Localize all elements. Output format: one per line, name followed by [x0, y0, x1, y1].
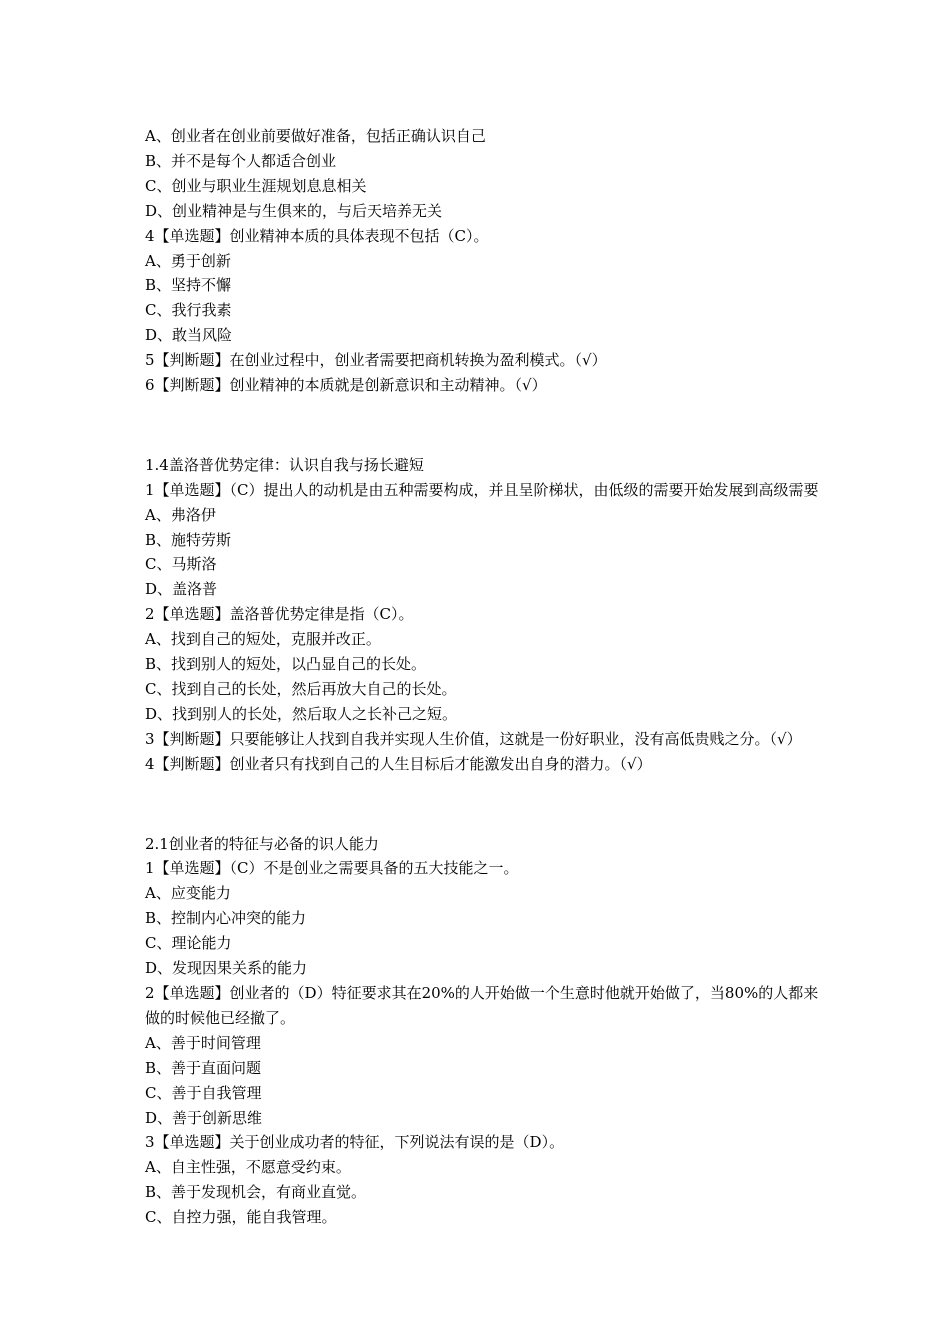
text-line: 1【单选题】（C）提出人的动机是由五种需要构成，并且呈阶梯状，由低级的需要开始发展到高级需要 — [145, 480, 819, 499]
text-line: C、自控力强，能自我管理。 — [145, 1208, 337, 1227]
text-line: 2.1创业者的特征与必备的识人能力 — [145, 834, 379, 853]
text-line: 1【单选题】（C）不是创业之需要具备的五大技能之一。 — [145, 859, 519, 878]
text-line: 3【判断题】只要能够让人找到自我并实现人生价值，这就是一份好职业，没有高低贵贱之分。（√） — [145, 729, 802, 748]
text-line: B、并不是每个人都适合创业 — [145, 151, 337, 170]
text-line: A、应变能力 — [145, 884, 231, 903]
text-line: D、找到别人的长处，然后取人之长补己之短。 — [145, 704, 458, 723]
text-line: A、弗洛伊 — [145, 505, 216, 524]
text-line: C、我行我素 — [145, 301, 232, 320]
text-line: 5【判断题】在创业过程中，创业者需要把商机转换为盈利模式。（√） — [145, 351, 607, 370]
text-line: A、找到自己的短处，克服并改正。 — [145, 630, 381, 649]
text-line: C、马斯洛 — [145, 555, 217, 574]
text-line: 2【单选题】盖洛普优势定律是指（C）。 — [145, 605, 414, 624]
blank-line — [145, 792, 825, 817]
blank-line — [145, 413, 825, 438]
text-line: B、找到别人的短处，以凸显自己的长处。 — [145, 655, 427, 674]
text-line: 4【判断题】创业者只有找到自己的人生目标后才能激发出自身的潜力。（√） — [145, 754, 652, 773]
text-line: B、控制内心冲突的能力 — [145, 909, 307, 928]
text-line: 2【单选题】创业者的（D）特征要求其在20%的人开始做一个生意时他就开始做了，当80%的人都来做的时候他已经撤了。 — [145, 983, 819, 1027]
text-line: A、创业者在创业前要做好准备，包括正确认识自己 — [145, 127, 486, 145]
text-line: B、善于发现机会，有商业直觉。 — [145, 1183, 367, 1202]
text-line: C、理论能力 — [145, 934, 232, 953]
text-line: D、敢当风险 — [145, 326, 233, 345]
text-line: D、发现因果关系的能力 — [145, 959, 308, 978]
document-body — [145, 124, 825, 1230]
text-line: 6【判断题】创业精神的本质就是创新意识和主动精神。（√） — [145, 376, 547, 395]
text-line: B、坚持不懈 — [145, 276, 232, 295]
text-line: 4【单选题】创业精神本质的具体表现不包括（C）。 — [145, 226, 489, 245]
text-line: 1.4盖洛普优势定律：认识自我与扬长避短 — [145, 455, 424, 474]
text-line: C、善于自我管理 — [145, 1083, 262, 1102]
text-line: 3【单选题】关于创业成功者的特征，下列说法有误的是（D）。 — [145, 1133, 565, 1152]
text-line: A、勇于创新 — [145, 251, 231, 270]
text-line: D、盖洛普 — [145, 580, 218, 599]
text-line: A、自主性强，不愿意受约束。 — [145, 1158, 351, 1177]
text-line: C、创业与职业生涯规划息息相关 — [145, 176, 367, 195]
text-line: B、善于直面问题 — [145, 1058, 262, 1077]
text-line: C、找到自己的长处，然后再放大自己的长处。 — [145, 680, 457, 699]
text-line: D、创业精神是与生俱来的，与后天培养无关 — [145, 201, 443, 220]
text-line: D、善于创新思维 — [145, 1108, 263, 1127]
text-line: B、施特劳斯 — [145, 530, 232, 549]
text-line: A、善于时间管理 — [145, 1033, 261, 1052]
